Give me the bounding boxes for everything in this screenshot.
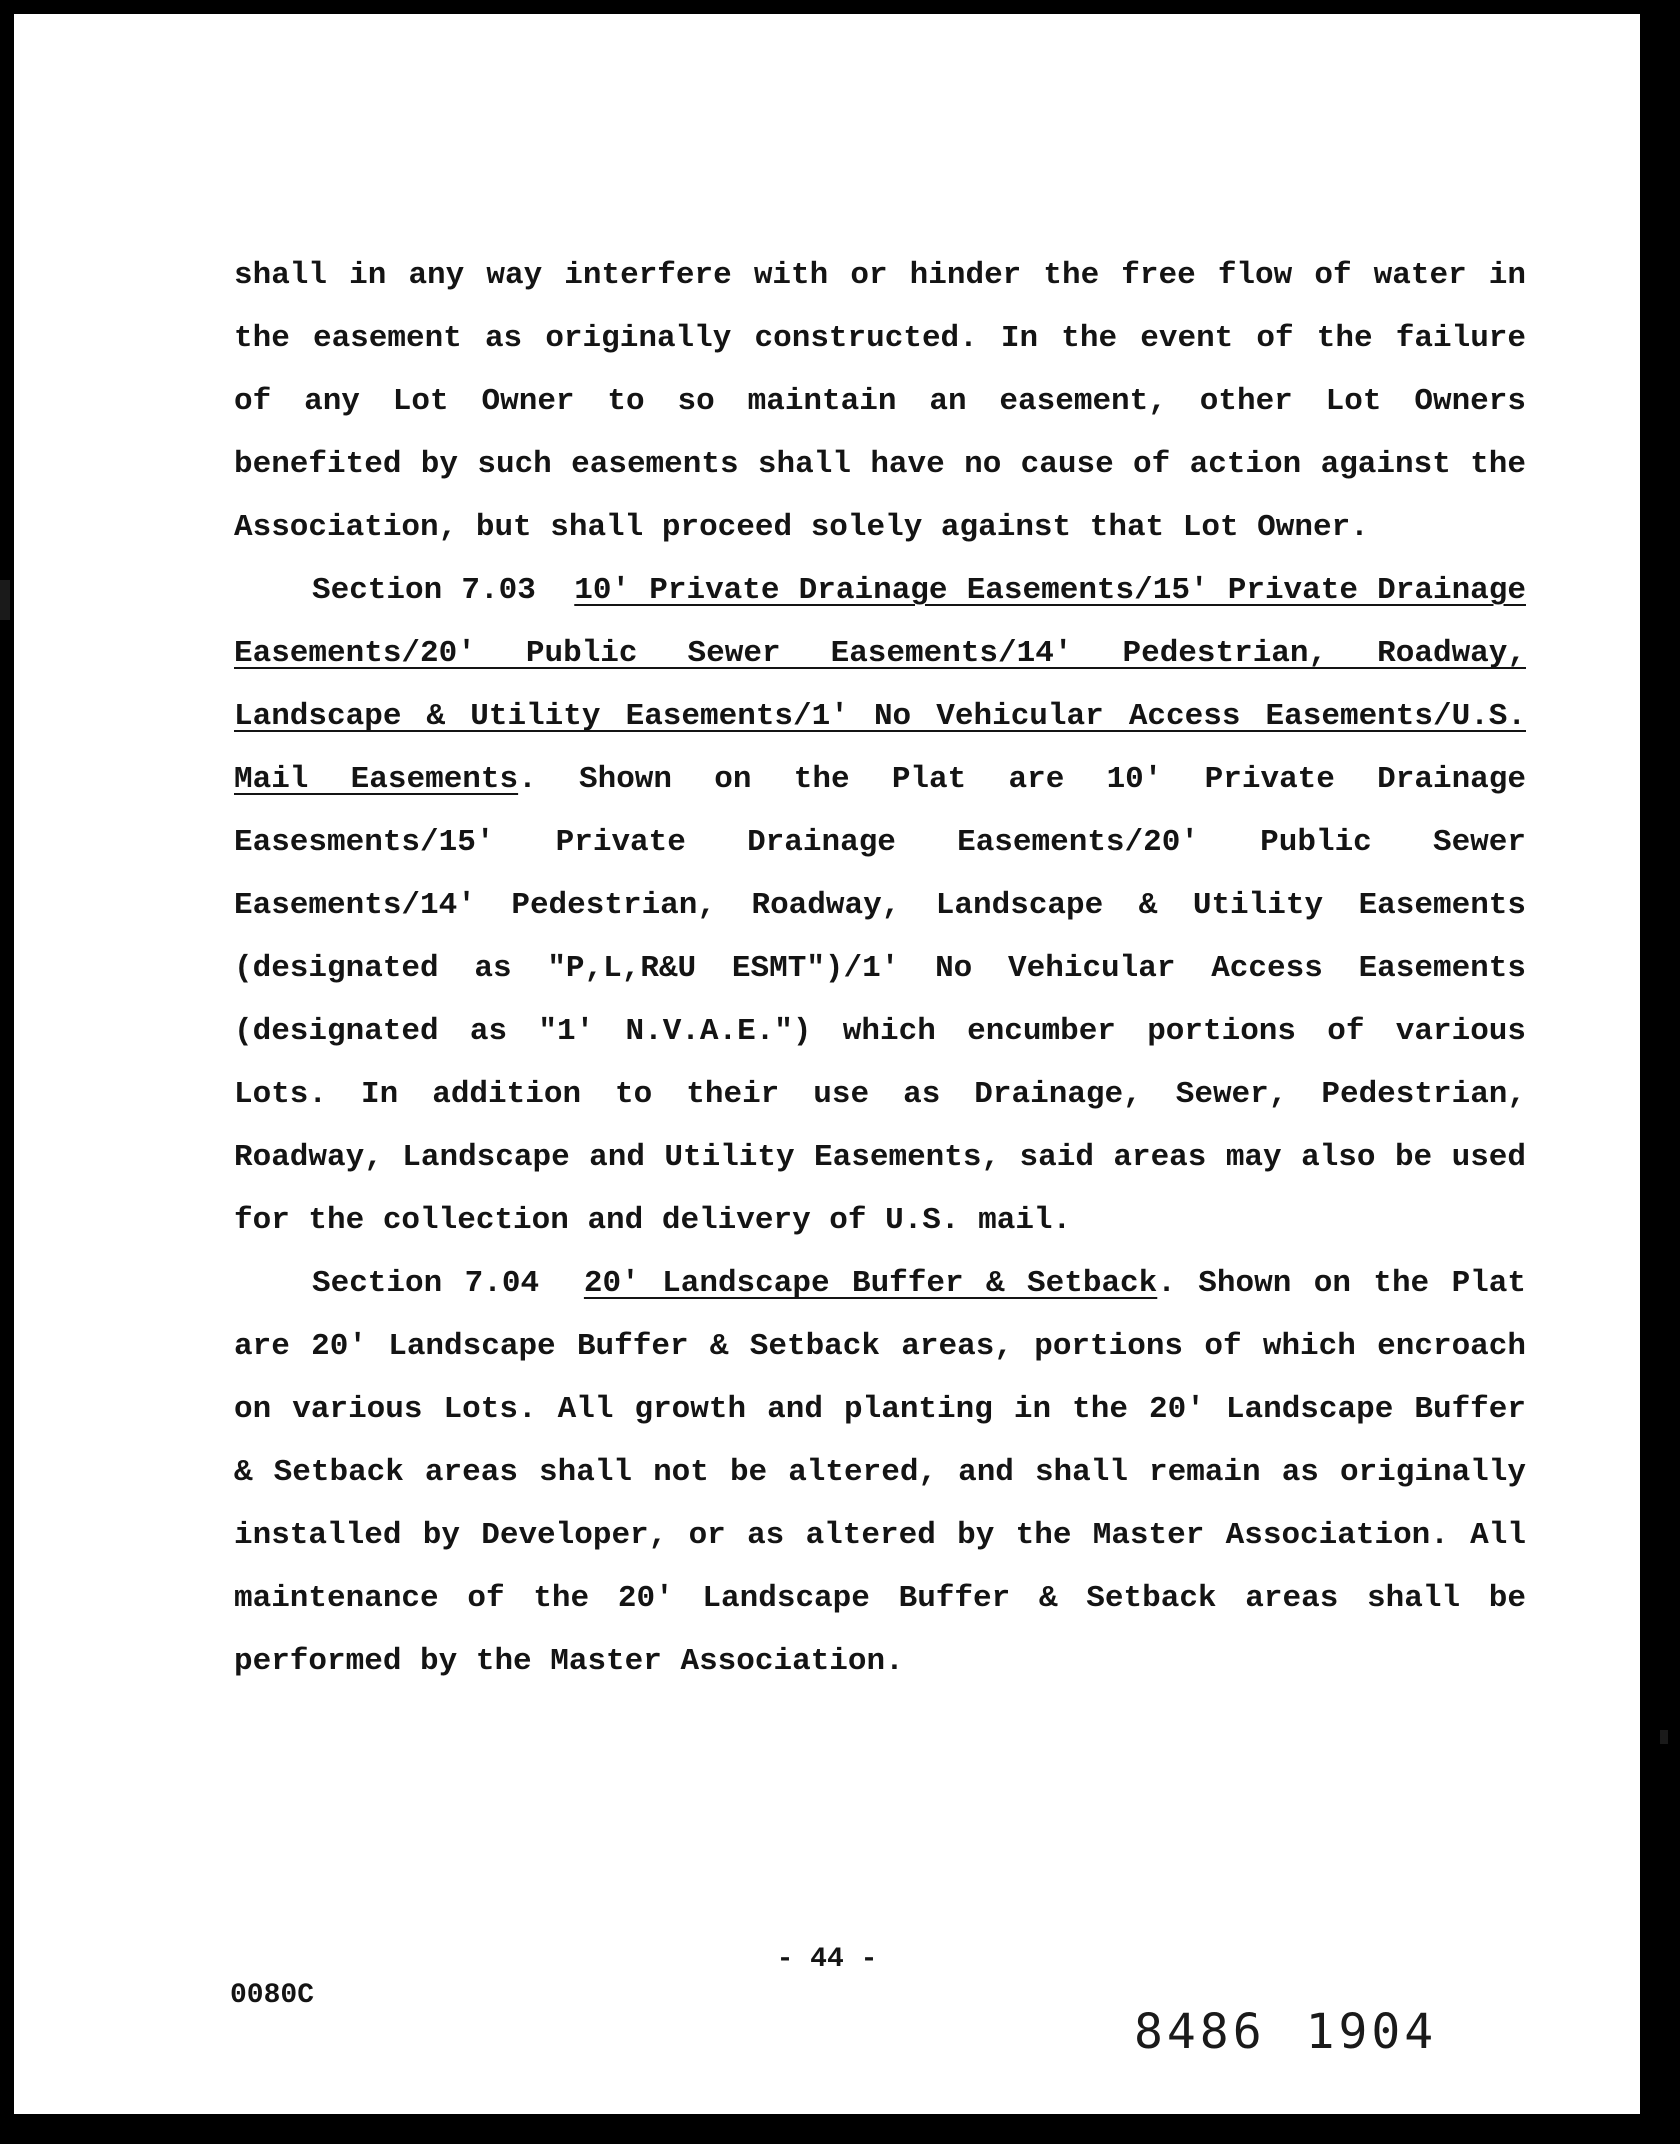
recording-stamp xyxy=(1134,2004,1477,2060)
paragraph-continuation: shall in any way interfere with or hinder the free flow of water in the easement as originally constructed. In the event of the failure of any Lot Owner to so maintain an easement, other Lot Owners benefited by such easements shall have no cause of action against the Association, but shall proceed solely against that Lot Owner. xyxy=(234,258,1526,545)
section-7-03-label: Section 7.03 xyxy=(312,573,536,608)
page-number: - 44 - xyxy=(776,1944,878,1975)
document-page xyxy=(14,14,1640,2114)
section-7-03-heading: 10' Private Drainage Easements/15' Private Drainage Easements/20' Public Sewer Easements/14' Pedestrian, Roadway, Landscape & Utility Easements/1' No Vehicular Access Easements/U.S. Mail Easements xyxy=(234,573,1526,797)
section-7-04-heading: 20' Landscape Buffer & Setback xyxy=(583,1266,1158,1301)
section-7-04-label: Section 7.04 xyxy=(312,1266,540,1301)
section-7-04 xyxy=(234,1252,1526,1693)
scan-artifact-right xyxy=(1660,1730,1668,1744)
stamp-page-number: 1904 xyxy=(1305,2004,1438,2060)
stamp-book-number: 8486 xyxy=(1134,2004,1266,2060)
section-7-04-text: . Shown on the Plat are 20' Landscape Buffer & Setback areas, portions of which encroach on various Lots. All growth and planting in the 20' Landscape Buffer & Setback areas shall not be altered, and shall remain as originally installed by Developer, or as altered by the Master Association. All maintenance of the 20' Landscape Buffer & Setback areas shall be performed by the Master Association. xyxy=(234,1266,1526,1679)
document-body xyxy=(234,244,1526,1693)
document-code: 0080C xyxy=(230,1980,315,2011)
section-7-03 xyxy=(234,559,1526,1252)
scan-artifact-left xyxy=(0,580,10,620)
section-7-03-text: . Shown on the Plat are 10' Private Drainage Easesments/15' Private Drainage Easements/20' Public Sewer Easements/14' Pedestrian, Roadway, Landscape & Utility Easements (designated as "P,L,R&U ESMT")/1' No Vehicular Access Easements (designated as "1' N.V.A.E.") which encumber portions of various Lots. In addition to their use as Drainage, Sewer, Pedestrian, Roadway, Landscape and Utility Easements, said areas may also be used for the collection and delivery of U.S. mail. xyxy=(234,762,1526,1238)
